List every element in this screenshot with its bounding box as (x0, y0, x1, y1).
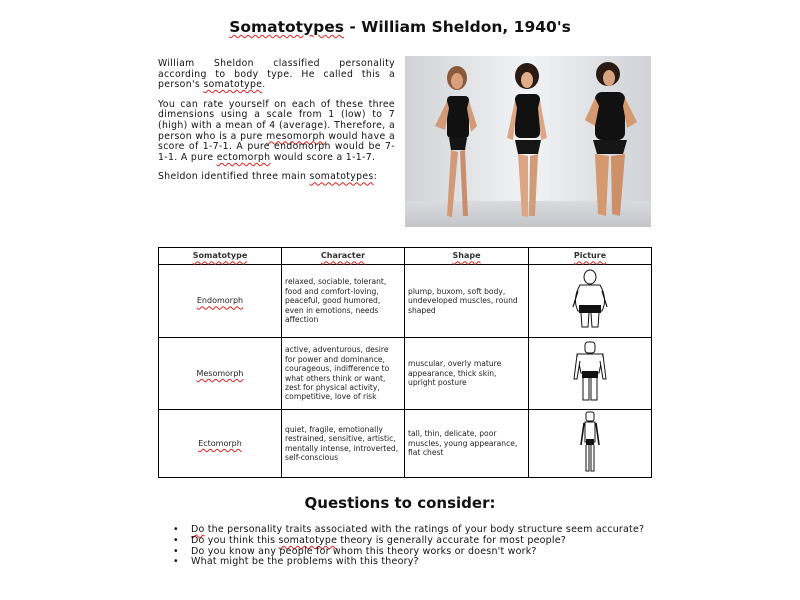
header-shape: Shape (405, 248, 529, 265)
picture-cell (529, 338, 652, 410)
character-cell: quiet, fragile, emotionally restrained, sensitive, artistic, mentally intense, introverted, self-conscious (282, 410, 405, 478)
character-cell: active, adventurous, desire for power and dominance, courageous, indifference to what others think or want, zest for physical activity, competitive, love of risk (282, 338, 405, 410)
somatotype-name: Endomorph (159, 265, 282, 338)
woman-medium (507, 63, 547, 217)
intro-paragraph-1 (158, 59, 395, 91)
intro-paragraph-3 (158, 172, 395, 183)
ectomorph-figure-icon (578, 411, 602, 473)
body-types-photo (405, 56, 651, 227)
bullet: • (173, 556, 179, 568)
text: . (262, 79, 266, 91)
bullet: • (173, 545, 179, 557)
table-row (159, 265, 652, 338)
text: theory is generally accurate for most people? (337, 534, 566, 546)
mesomorph-figure-icon (570, 341, 610, 403)
text: Do you know any people for whom this theory works or doesn't work? (191, 545, 537, 557)
character-cell: relaxed, sociable, tolerant, food and comfort-loving, peaceful, good humored, even in emotions, needs affection (282, 265, 405, 338)
shape-cell: plump, buxom, soft body, undeveloped muscles, round shaped (405, 265, 529, 338)
header-somatotype: Somatotype (159, 248, 282, 265)
header-picture: Picture (529, 248, 652, 265)
bullet: • (173, 534, 179, 546)
text: Sheldon identified three main (158, 171, 310, 183)
text: William Sheldon classified personality according to body type. He called this a person's (158, 58, 395, 91)
term-ectomorph: ectomorph (216, 151, 271, 163)
term-somatotype: somatotype (203, 79, 263, 91)
picture-cell (529, 410, 652, 478)
list-item (173, 557, 653, 568)
shape-cell: tall, thin, delicate, poor muscles, young appearance, flat chest (405, 410, 529, 478)
woman-curvy (585, 62, 637, 216)
shape-cell: muscular, overly mature appearance, thick skin, upright posture (405, 338, 529, 410)
intro-paragraph-2 (158, 100, 395, 164)
title-term: Somatotypes (229, 18, 345, 36)
title-rest: - William Sheldon, 1940's (344, 18, 571, 36)
term: Do (191, 524, 205, 535)
somatotype-name: Ectomorph (159, 410, 282, 478)
text: What might be the problems with this theory? (191, 556, 419, 568)
questions-heading: Questions to consider: (304, 494, 496, 512)
endomorph-figure-icon (570, 269, 610, 331)
text: : (373, 171, 378, 183)
text: would score a 1-1-7. (270, 151, 376, 163)
table-header-row (159, 248, 652, 265)
woman-slim (435, 66, 477, 217)
text: the personality traits associated with the ratings of your body structure seem accurate? (204, 524, 645, 535)
three-women-icon (405, 56, 651, 227)
text: would have a score of 1-7-1. A pure endomorph would be 7-1-1. A pure (158, 130, 396, 163)
term-somatotypes: somatotypes (309, 171, 374, 183)
document-title (0, 18, 800, 36)
somatotype-table (158, 247, 652, 478)
somatotype-name: Mesomorph (159, 338, 282, 410)
text: You can rate yourself on each of these three dimensions using a scale from 1 (low) to 7 (high) with a mean of 4 (average). Therefore, a person who is a pure (158, 98, 395, 142)
text: Do you think this (191, 534, 279, 546)
questions-list (173, 525, 653, 568)
table-row (159, 410, 652, 478)
term-mesomorph: mesomorph (266, 130, 325, 142)
term: somatotype (278, 534, 338, 546)
header-character: Character (282, 248, 405, 265)
table-row (159, 338, 652, 410)
intro-text (158, 59, 395, 192)
bullet: • (173, 524, 179, 535)
picture-cell (529, 265, 652, 338)
